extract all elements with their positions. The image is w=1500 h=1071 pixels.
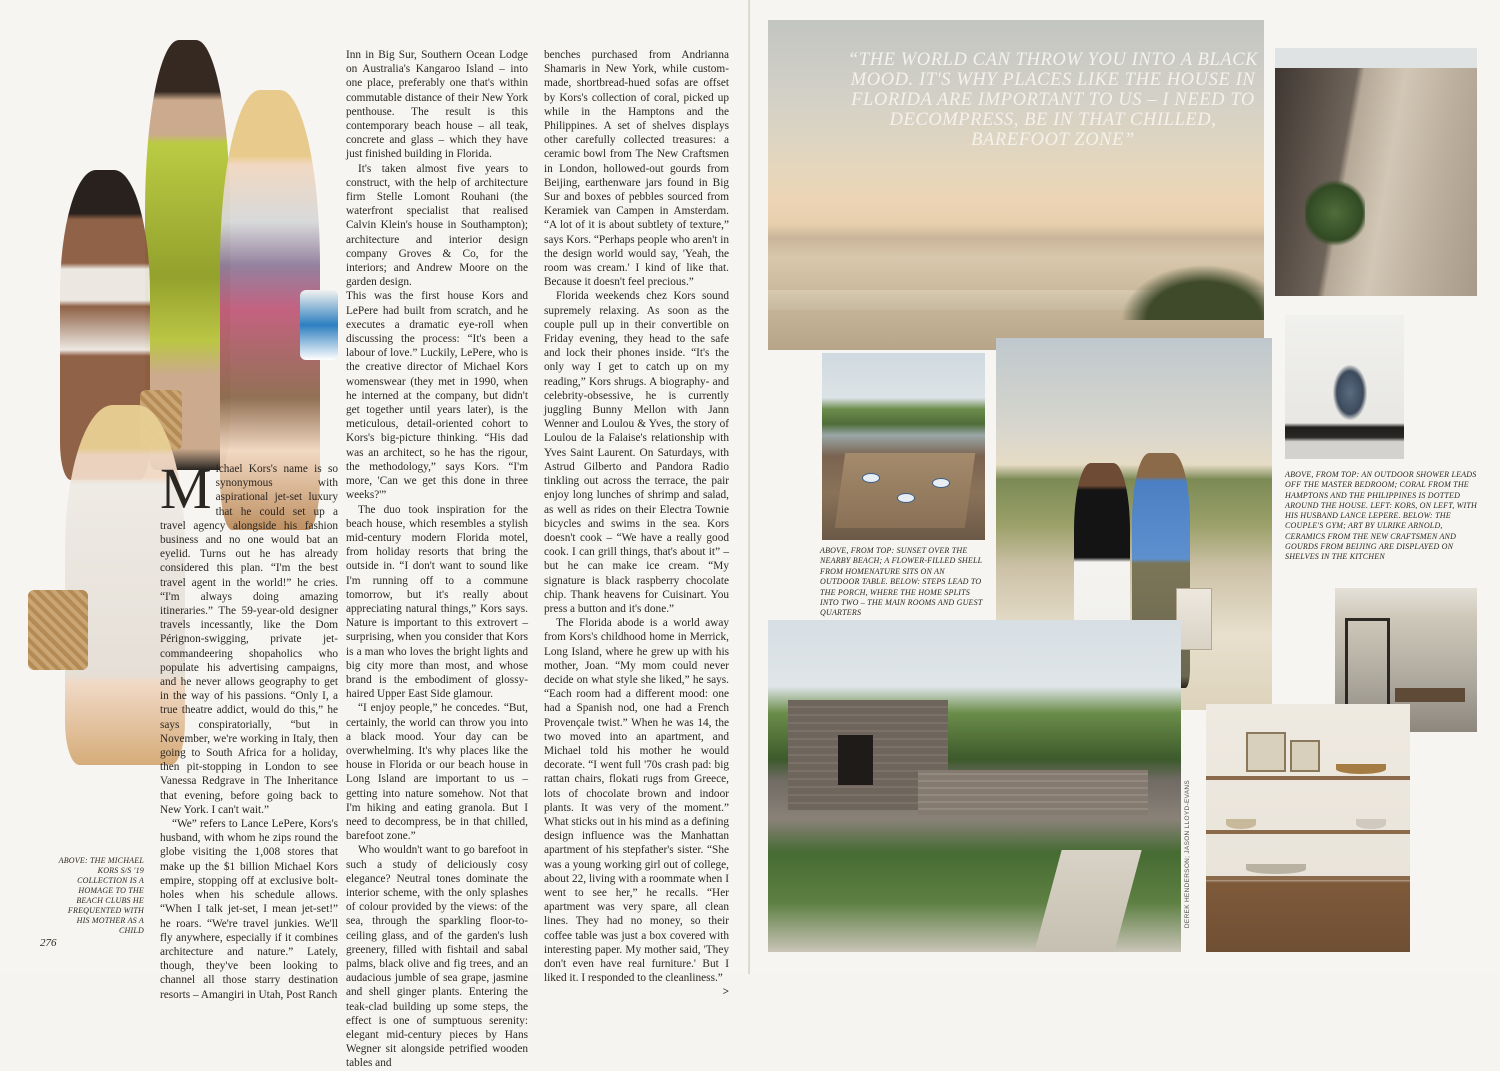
table — [835, 453, 976, 528]
gourd-bowl — [1336, 764, 1386, 774]
plant — [1305, 178, 1365, 248]
image-caption: ABOVE: THE MICHAEL KORS S/S '19 COLLECTION IS A HOMAGE TO THE BEACH CLUBS HE FREQUENTED WITH HIS MOTHER AS A CHILD — [58, 856, 144, 935]
ceramic-jars — [1356, 819, 1386, 829]
text-column-2 — [346, 48, 528, 1071]
paragraph: Who wouldn't want to go barefoot in such a study of deliciously cosy elegance? Neutral tones dominate the interior scheme, with the only splashes of colour provided by the views: of the sea, through the sparkling floor-to-ceiling glass, and of the garden's lush greenery, filled with fishtail and sabal palms, black olive and fig trees, and an audacious jumble of sea grape, jasmine and shell ginger plants. Entering the teak-clad building up some steps, the effect is one of sumptuous serenity: elegant mid-century pieces by Hans Wegner sit alongside petrified wooden tables and — [346, 844, 528, 1070]
paragraph: “I enjoy people,” he concedes. “But, certainly, the world can throw you into a black mood. Your day can be overwhelming. It's why places like the house in Florida or our beach house in Long Island are important to us – getting into nature somehow. Not that I'm hiking and eating granola. But I need to decompress, be in that chilled, barefoot zone.” — [346, 702, 528, 843]
right-page — [750, 0, 1500, 974]
house-exterior-photo — [768, 620, 1181, 952]
plate — [862, 473, 880, 483]
coral-photo — [1285, 315, 1404, 459]
drop-cap: M — [160, 456, 212, 521]
text-column-3 — [544, 48, 729, 1000]
paragraph: This was the first house Kors and LePere had built from scratch, and he executes a dramatic eye-roll when discussing the process: “It's been a labour of love.” Luckily, LePere, who is the creative director of Michael Kors womenswear (they met in 1990, when he interned at the company, but didn't get together until years later), is the meticulous, detail-oriented cohort to Kors's big-picture thinking. “His dad was an architect, so he has the rigour, the methodology,” says Kors. “I'm more, 'Can we get this done in three weeks?'” — [346, 290, 528, 502]
left-page — [0, 0, 750, 1070]
coral-piece — [1226, 819, 1256, 829]
paragraph: Inn in Big Sur, Southern Ocean Lodge on Australia's Kangaroo Island – into one place, preferably one that's within commutable distance of their New York penthouse. The result is this contemporary beach house – all teak, concrete and glass – which they have just finished building in Florida. — [346, 49, 528, 161]
garden-path — [1034, 850, 1141, 952]
kitchen-shelves-photo — [1206, 704, 1410, 952]
tree-line — [1114, 260, 1264, 320]
paragraph: Florida weekends chez Kors sound supremely relaxing. As soon as the couple pull up in their convertible on Friday evening, they head to the safe and lock their phones inside. “It's the only way I get to catch up on my reading,” Kors shrugs. A biography- and celebrity-obsessive, he is currently juggling Bunny Mellon with Jann Wenner and Loulou & Yves, the story of Loulou de la Falaise's relationship with Yves Saint Laurent. On Saturdays, with Astrud Gilberto and Pandora Radio tinkling out across the terrace, the pair enjoy long lunches of shrimp and salad, as well as rides on their Electra Townie bicycles and swims in the sea. Kors doesn't cook – “We have a really good cook. I can grill things, that's about it” – but he can make ice cream. “My signature is black raspberry chocolate chip. Thank heavens for Cuisinart. You press a button and it's done.” — [544, 290, 729, 615]
handbag — [300, 290, 338, 360]
tote-bag — [1176, 588, 1212, 650]
gym-equipment — [1345, 618, 1390, 718]
shelf — [1206, 776, 1410, 780]
window — [838, 735, 873, 785]
plate — [897, 493, 915, 503]
coral-sculpture — [1333, 365, 1367, 420]
handbag — [28, 590, 88, 670]
image-caption: ABOVE, FROM TOP: AN OUTDOOR SHOWER LEADS OFF THE MASTER BEDROOM; CORAL FROM THE HAMPTONS AND THE PHILIPPINES IS DOTTED AROUND THE HOUSE. LEFT: KORS, ON LEFT, WITH HIS HUSBAND LANCE LEPERE. BELOW: THE COUPLE'S GYM; ART BY ULRIKE ARNOLD, CERAMICS FROM THE NEW CRAFTSMEN AND GOURDS FROM BEIJING ARE DISPLAYED ON SHELVES IN THE KITCHEN — [1285, 470, 1478, 562]
paragraph: benches purchased from Andrianna Shamaris in New York, while custom-made, shortbread-hued sofas are offset by Kors's collection of coral, picked up while in the Hamptons and the Philippines. A set of shelves displays other carefully collected treasures: a ceramic bowl from The New Craftsmen in London, hollowed-out gourds from Beijing, earthenware jars found in Big Sur and boxes of pebbles sourced from Keramiek van Campen in Amsterdam. “A lot of it is about subtlety of texture,” says Kors. “Perhaps people who aren't in the design world would say, 'Yeah, the room was cream.' I kind of like that. Because it doesn't feel precious.” — [544, 49, 729, 289]
paragraph: The Florida abode is a world away from Kors's childhood home in Merrick, Long Island, where he grew up with his mother, Joan. “My mom could never decide on what style she liked,” he says. “Each room had a different mood: one had a Spanish nod, one had a French Provençale twist.” When he was 14, the two moved into an apartment, and Michael told his mother he would decorate. “I went full '70s crash pad: big rattan chairs, flokati rugs from Greece, lots of chocolate brown and indoor plants. It was very of the moment.” What sticks out in his mind as a defining design influence was the Manhattan apartment of his stepfather's sister. “She was a young working girl out of college, about 22, living with a roommate when I went to see her,” he recalls. “Her apartment was very spare, all clean lines. They had no money, so their coffee table was just a box covered with interesting paper. My mother said, 'They don't even have real furniture.' But I liked it. I responded to the cleanliness.” — [544, 617, 729, 985]
paragraph: “We” refers to Lance LePere, Kors's husband, with whom he zips round the globe visiting the 1,008 stores that make up the $1 billion Michael Kors empire, stopping off at exclusive bolt-holes when his schedule allows. “When I talk jet-set, I mean jet-set!” he roars. “We're travel junkies. We'll fly anywhere, especially if it combines architecture and nature.” Lately, though, they've been looking to channel all those starry destination resorts – Amangiri in Utah, Post Ranch — [160, 818, 338, 1001]
shelf — [1206, 876, 1410, 880]
framed-art — [1290, 740, 1320, 772]
shelf — [1206, 830, 1410, 834]
sky-strip — [1275, 48, 1477, 68]
pull-quote: “THE WORLD CAN THROW YOU INTO A BLACK MOOD. IT'S WHY PLACES LIKE THE HOUSE IN FLORIDA ARE IMPORTANT TO US – I NEED TO DECOMPRESS, BE IN THAT CHILLED, BAREFOOT ZONE” — [847, 50, 1259, 150]
gym-bench — [1395, 688, 1465, 702]
sunset-beach-photo — [768, 20, 1264, 350]
house-wing — [918, 770, 1148, 815]
continue-marker: > — [722, 986, 729, 999]
page-number: 276 — [40, 937, 57, 949]
ceramic-bowl — [1246, 864, 1306, 874]
paragraph: ichael Kors's name is so synonymous with aspirational jet-set luxury that he could set up a travel agency alongside his fashion business and no one would bat an eyelid. Turns out he has already considered this plan. “I'm the best travel agent in the world!” he cries. “I'm always doing amazing itineraries.” The 59-year-old designer travels incessantly, like the Dom Pérignon-swigging, private jet-commandeering shopaholics who populate his advertising campaigns, and he never allows geography to get in the way of his passions. “Only I, a true theatre addict, would do this,” he says conspiratorially, “but in November, we're working in Italy, then going to South Africa for a holiday, then pit-stopping in London to see Vanessa Redgrave in The Inheritance that evening, before going back to New York. I can't wait.” — [160, 463, 338, 816]
image-caption: ABOVE, FROM TOP: SUNSET OVER THE NEARBY BEACH; A FLOWER-FILLED SHELL FROM HOMENATURE SITS ON AN OUTDOOR TABLE. BELOW: STEPS LEAD TO THE PORCH, WHERE THE HOME SPLITS INTO TWO – THE MAIN ROOMS AND GUEST QUARTERS — [820, 546, 983, 618]
outdoor-table-photo — [822, 353, 985, 540]
paragraph: It's taken almost five years to construct, with the help of architecture firm Stelle Lomont Rouhani (the waterfront specialist that realised Calvin Klein's house in Southampton); architecture and interior design company Groves & Co, for the interiors; and Andrew Moore on the garden design. — [346, 162, 528, 289]
outdoor-shower-photo — [1275, 48, 1477, 296]
plate — [932, 478, 950, 488]
paragraph: The duo took inspiration for the beach house, which resembles a stylish mid-century modern Florida motel, from holiday resorts that bring the outside in. “I don't want to sound like I'm running off to a commune tomorrow, but it's really about appreciating natural things,” Kors says. Nature is important to this extrovert – surprising, when you consider that Kors is a man who loves the bright lights and big city more than most, and whose brand is the embodiment of glossy-haired Upper East Side glamour. — [346, 503, 528, 701]
framed-art — [1246, 732, 1286, 772]
text-column-1 — [160, 456, 338, 1002]
photo-credit: DEREK HENDERSON; JASON LLOYD-EVANS — [1184, 780, 1191, 929]
